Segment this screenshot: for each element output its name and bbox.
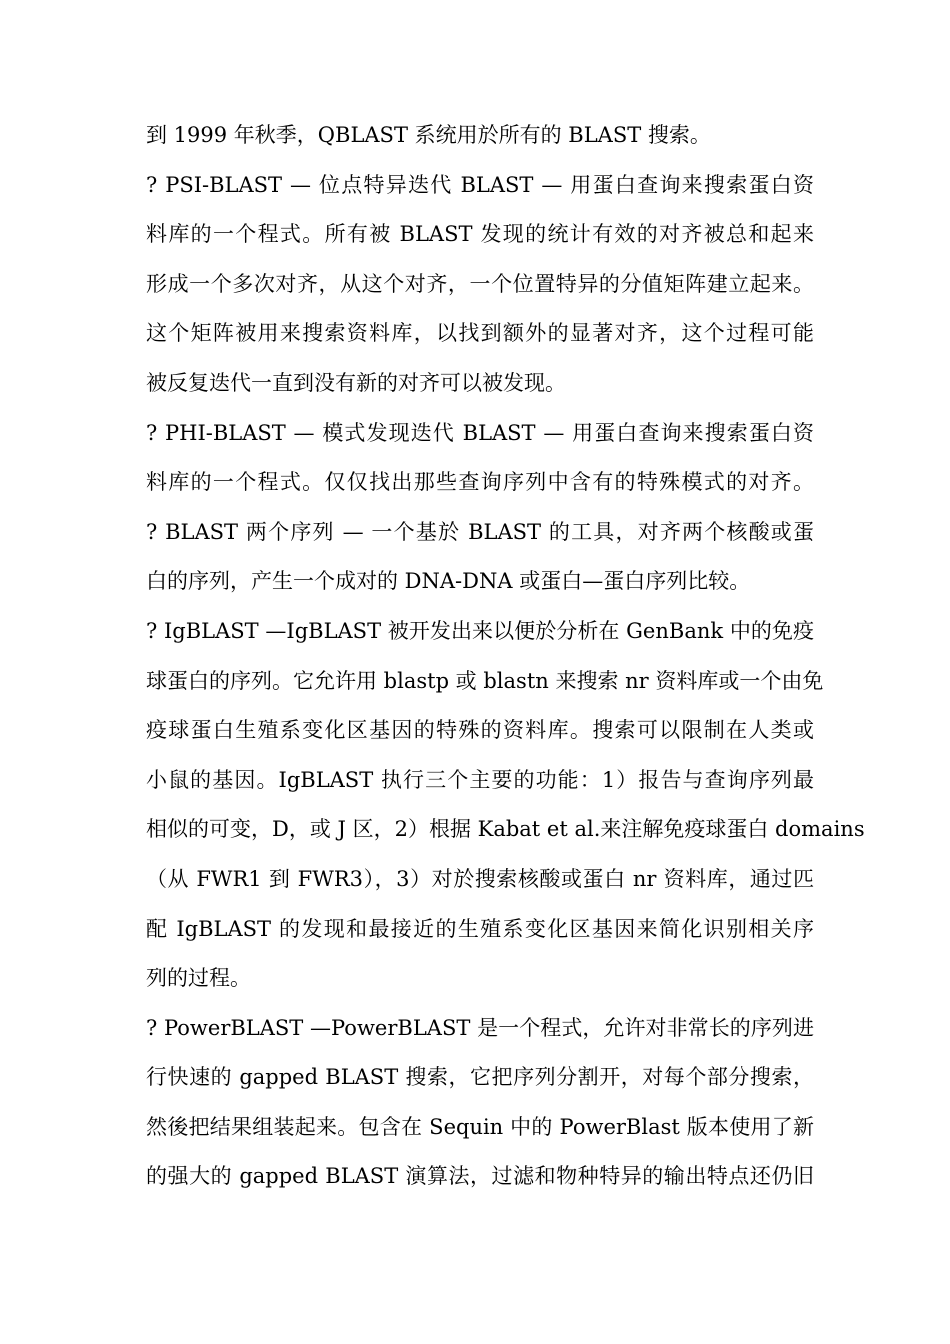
- text-line: 然後把结果组装起来。包含在 Sequin 中的 PowerBlast 版本使用了新: [146, 1114, 814, 1139]
- text-line: 行快速的 gapped BLAST 搜索，它把序列分割开，对每个部分搜索，: [146, 1065, 814, 1090]
- document-page: [146, 111, 865, 1202]
- text-line: （从 FWR1 到 FWR3），3）对於搜索核酸或蛋白 nr 资料库，通过匹: [146, 866, 814, 891]
- text-line: 白的序列，产生一个成对的 DNA-DNA 或蛋白—蛋白序列比较。: [146, 569, 751, 594]
- text-line: 这个矩阵被用来搜索资料库，以找到额外的显著对齐，这个过程可能: [146, 321, 814, 346]
- text-line: 小鼠的基因。IgBLAST 执行三个主要的功能：1）报告与查询序列最: [146, 767, 814, 792]
- text-line: 相似的可变，D，或 J 区，2）根据 Kabat et al.来注解免疫球蛋白 domains: [146, 817, 865, 842]
- text-line: 疫球蛋白生殖系变化区基因的特殊的资料库。搜索可以限制在人类或: [146, 718, 814, 743]
- text-line: 列的过程。: [146, 966, 251, 991]
- text-line: 形成一个多次对齐，从这个对齐，一个位置特异的分值矩阵建立起来。: [146, 271, 814, 296]
- text-line: ? BLAST 两个序列 — 一个基於 BLAST 的工具，对齐两个核酸或蛋: [146, 519, 814, 544]
- text-line: 球蛋白的序列。它允许用 blastp 或 blastn 来搜索 nr 资料库或一个由免: [146, 668, 824, 693]
- text-line: ? PowerBLAST —PowerBLAST 是一个程式，允许对非常长的序列进: [146, 1015, 814, 1040]
- text-line: 到 1999 年秋季，QBLAST 系统用於所有的 BLAST 搜索。: [146, 123, 711, 147]
- text-line: 被反复迭代一直到没有新的对齐可以被发现。: [146, 370, 566, 395]
- text-line: 的强大的 gapped BLAST 演算法，过滤和物种特异的输出特点还仍旧: [146, 1164, 814, 1189]
- text-line: ? IgBLAST —IgBLAST 被开发出来以便於分析在 GenBank 中的免疫: [146, 618, 814, 643]
- text-line: 料库的一个程式。仅仅找出那些查询序列中含有的特殊模式的对齐。: [146, 470, 814, 495]
- text-line: ? PHI-BLAST — 模式发现迭代 BLAST — 用蛋白查询来搜索蛋白资: [146, 420, 814, 445]
- text-line: ? PSI-BLAST — 位点特异迭代 BLAST — 用蛋白查询来搜索蛋白资: [146, 172, 814, 197]
- text-line: 料库的一个程式。所有被 BLAST 发现的统计有效的对齐被总和起来: [146, 222, 814, 247]
- text-line: 配 IgBLAST 的发现和最接近的生殖系变化区基因来简化识别相关序: [146, 916, 814, 941]
